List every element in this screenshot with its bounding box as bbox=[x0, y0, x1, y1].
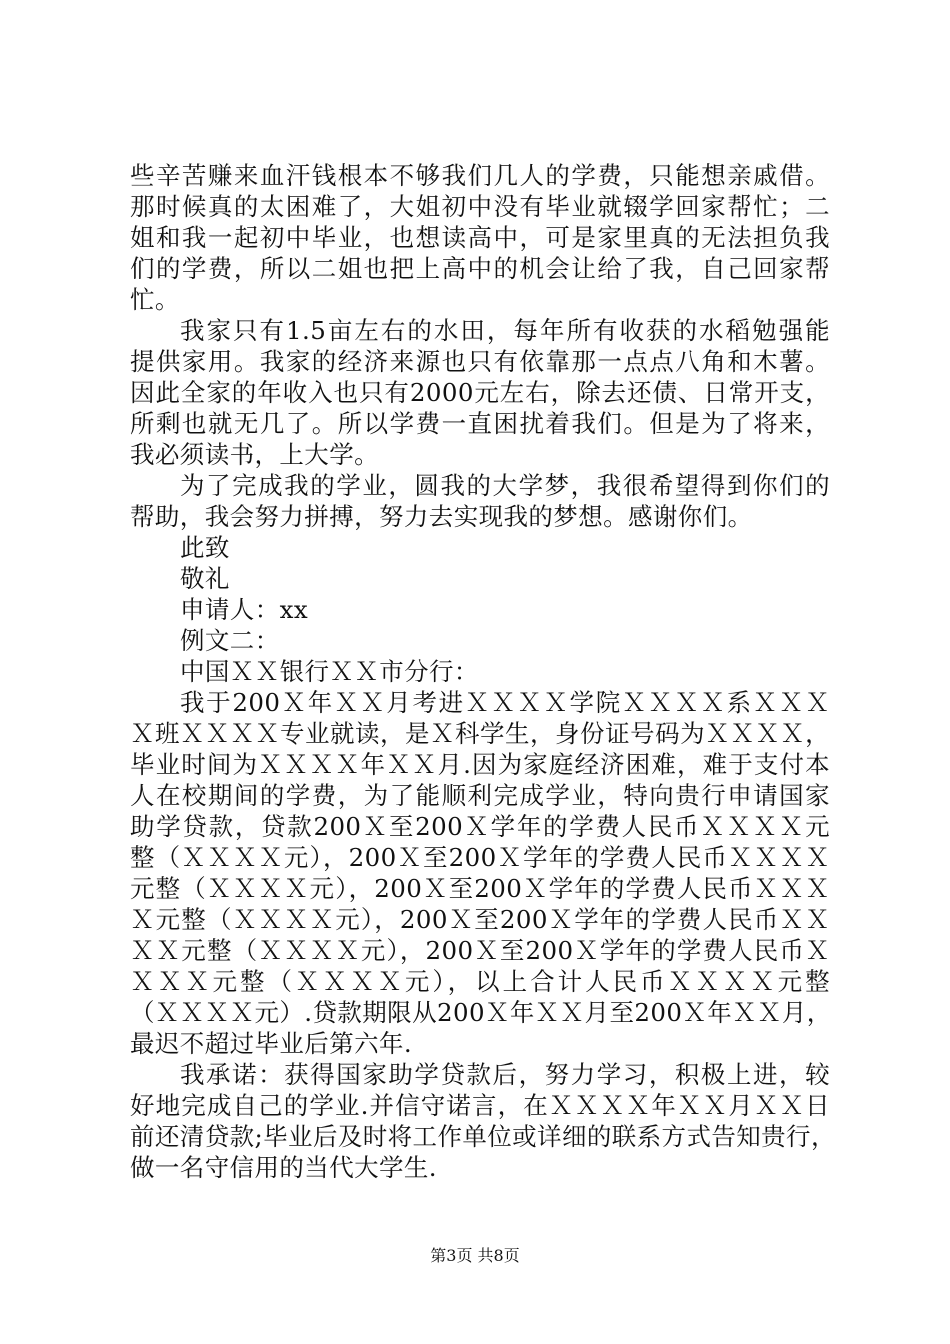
page-footer: 第3页 共8页 bbox=[430, 1246, 520, 1265]
text-line: 忙。 bbox=[130, 285, 180, 314]
text-line: 帮助，我会努力拼搏，努力去实现我的梦想。感谢你们。 bbox=[130, 502, 753, 531]
text-line: 前还清贷款;毕业后及时将工作单位或详细的联系方式告知贵行， bbox=[130, 1122, 836, 1151]
text-line: 我必须读书，上大学。 bbox=[130, 440, 379, 469]
text-line: Ｘ班ＸＸＸＸ专业就读，是Ｘ科学生，身份证号码为ＸＸＸＸ， bbox=[130, 719, 830, 748]
closing-regards: 敬礼 bbox=[180, 564, 230, 593]
text-line: （ＸＸＸＸ元）.贷款期限从200Ｘ年ＸＸ月至200Ｘ年ＸＸ月， bbox=[130, 998, 832, 1027]
text-line: 人在校期间的学费，为了能顺利完成学业，特向贵行申请国家 bbox=[130, 781, 830, 810]
text-line: 那时候真的太困难了，大姐初中没有毕业就辍学回家帮忙；二 bbox=[130, 192, 830, 221]
text-line: Ｘ元整（ＸＸＸＸ元），200Ｘ至200Ｘ学年的学费人民币ＸＸ bbox=[130, 905, 830, 934]
text-line: 因此全家的年收入也只有2000元左右，除去还债、日常开支， bbox=[130, 378, 830, 407]
text-line: 元整（ＸＸＸＸ元），200Ｘ至200Ｘ学年的学费人民币ＸＸＸ bbox=[130, 874, 830, 903]
applicant-signature: 申请人：xx bbox=[180, 595, 309, 624]
text-line: 毕业时间为ＸＸＸＸ年ＸＸ月.因为家庭经济困难，难于支付本 bbox=[130, 750, 830, 779]
text-line: 们的学费，所以二姐也把上高中的机会让给了我，自己回家帮 bbox=[130, 254, 830, 283]
text-line: 所剩也就无几了。所以学费一直困扰着我们。但是为了将来， bbox=[130, 409, 830, 438]
text-line: 我承诺：获得国家助学贷款后，努力学习，积极上进，较 bbox=[180, 1060, 830, 1089]
text-line: 助学贷款，贷款200Ｘ至200Ｘ学年的学费人民币ＸＸＸＸ元 bbox=[130, 812, 830, 841]
text-line: 提供家用。我家的经济来源也只有依靠那一点点八角和木薯。 bbox=[130, 347, 830, 376]
text-line: 整（ＸＸＸＸ元），200Ｘ至200Ｘ学年的学费人民币ＸＸＸＸ bbox=[130, 843, 830, 872]
section-heading: 例文二： bbox=[180, 626, 280, 655]
text-line: 姐和我一起初中毕业，也想读高中，可是家里真的无法担负我 bbox=[130, 223, 830, 252]
text-line: 我于200Ｘ年ＸＸ月考进ＸＸＸＸ学院ＸＸＸＸ系ＸＸＸ bbox=[180, 688, 830, 717]
text-line: 我家只有1.5亩左右的水田，每年所有收获的水稻勉强能 bbox=[180, 316, 830, 345]
text-line: ＸＸ元整（ＸＸＸＸ元），200Ｘ至200Ｘ学年的学费人民币Ｘ bbox=[130, 936, 830, 965]
text-line: ＸＸＸ元整（ＸＸＸＸ元），以上合计人民币ＸＸＸＸ元整 bbox=[130, 967, 830, 996]
document-body bbox=[130, 160, 836, 1183]
recipient-line: 中国ＸＸ银行ＸＸ市分行： bbox=[180, 657, 479, 686]
text-line: 做一名守信用的当代大学生. bbox=[130, 1153, 437, 1182]
closing-salutation: 此致 bbox=[180, 533, 230, 562]
text-line: 些辛苦赚来血汗钱根本不够我们几人的学费，只能想亲戚借。 bbox=[130, 161, 830, 190]
text-line: 最迟不超过毕业后第六年. bbox=[130, 1029, 413, 1058]
text-line: 为了完成我的学业，圆我的大学梦，我很希望得到你们的 bbox=[180, 471, 830, 500]
text-line: 好地完成自己的学业.并信守诺言，在ＸＸＸＸ年ＸＸ月ＸＸ日 bbox=[130, 1091, 830, 1120]
